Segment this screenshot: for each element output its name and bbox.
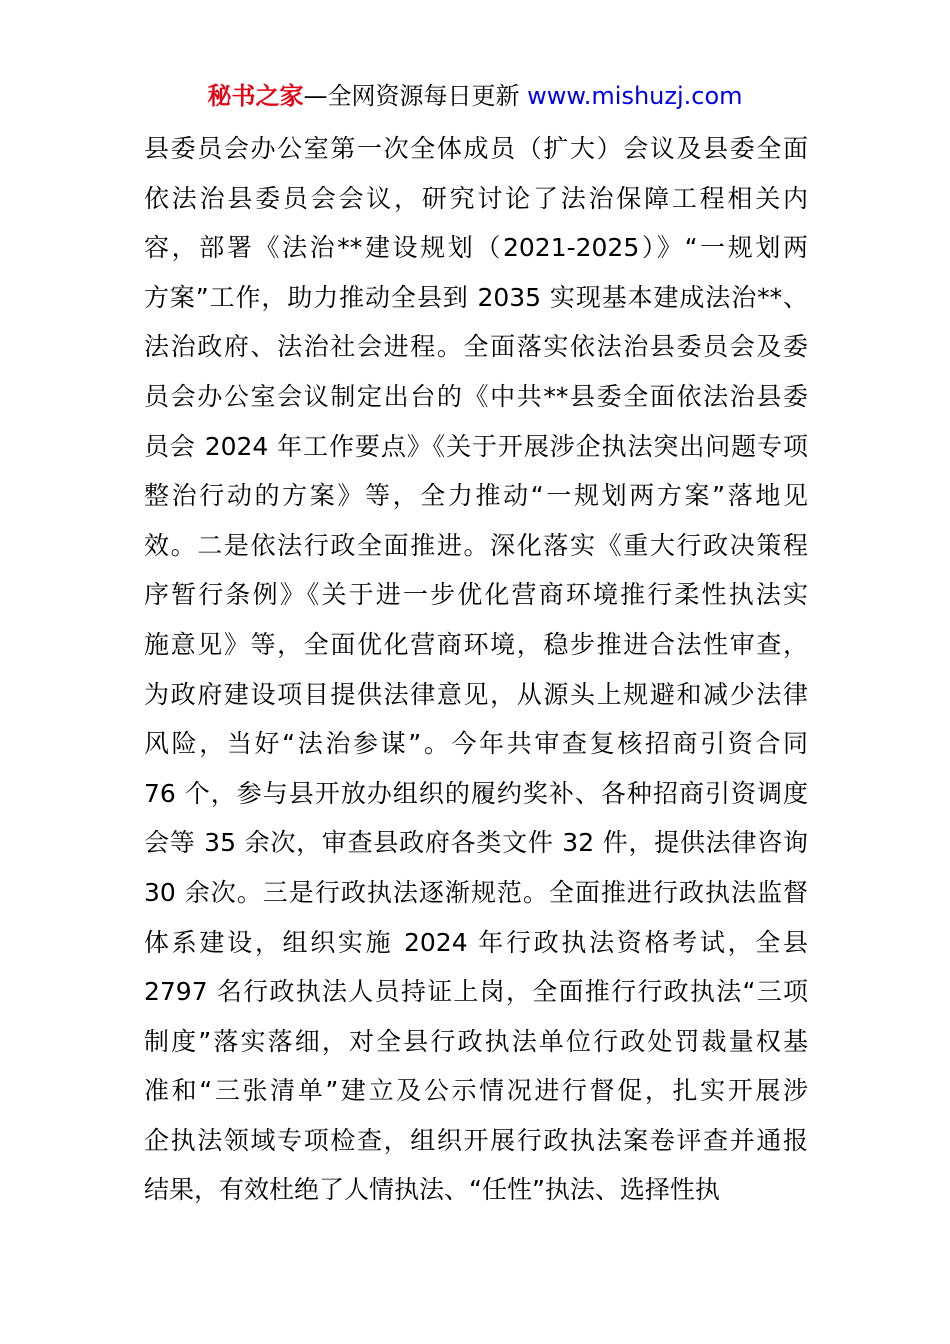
site-header: [0, 80, 950, 112]
text-line: 县委员会办公室第一次全体成员（扩大）会议及县委全面: [144, 134, 808, 163]
text-line: 施意见》等，全面优化营商环境，稳步推进合法性审查，: [144, 629, 808, 659]
text-line: 为政府建设项目提供法律意见，从源头上规避和减少法律: [144, 679, 808, 709]
text-line: 企执法领域专项检查，组织开展行政执法案卷评查并通报: [144, 1125, 808, 1155]
text-line: 制度”落实落细，对全县行政执法单位行政处罚裁量权基: [144, 1026, 808, 1056]
site-url-link[interactable]: www.mishuzj.com: [527, 82, 743, 110]
text-line: 方案”工作，助力推动全县到 2035 实现基本建成法治**、: [144, 282, 808, 312]
text-line: 2797 名行政执法人员持证上岗，全面推行行政执法“三项: [144, 977, 808, 1007]
text-line: 会等 35 余次，审查县政府各类文件 32 件，提供法律咨询: [144, 828, 808, 858]
text-line: 结果，有效杜绝了人情执法、“任性”执法、选择性执: [144, 1175, 720, 1205]
text-line: 法治政府、法治社会进程。全面落实依法治县委员会及委: [144, 332, 808, 362]
text-line: 序暂行条例》《关于进一步优化营商环境推行柔性执法实: [144, 580, 808, 610]
text-line: 容，部署《法治**建设规划（2021-2025）》“一规划两: [144, 233, 808, 263]
text-line: 体系建设，组织实施 2024 年行政执法资格考试，全县: [144, 927, 808, 957]
text-line: 员会 2024 年工作要点》《关于开展涉企执法突出问题专项: [144, 431, 808, 461]
text-line: 整治行动的方案》等，全力推动“一规划两方案”落地见: [144, 481, 808, 511]
text-line: 30 余次。三是行政执法逐渐规范。全面推进行政执法监督: [144, 877, 808, 907]
site-tagline: —全网资源每日更新: [303, 82, 528, 110]
text-line: 效。二是依法行政全面推进。深化落实《重大行政决策程: [144, 530, 808, 560]
text-line: 76 个，参与县开放办组织的履约奖补、各种招商引资调度: [144, 778, 808, 808]
text-line: 员会办公室会议制定出台的《中共**县委全面依法治县委: [144, 381, 808, 411]
site-brand: 秘书之家: [207, 82, 304, 110]
text-line: 依法治县委员会会议，研究讨论了法治保障工程相关内: [144, 183, 808, 213]
document-body: [144, 124, 808, 1215]
text-line: 准和“三张清单”建立及公示情况进行督促，扎实开展涉: [144, 1076, 808, 1106]
text-line: 风险，当好“法治参谋”。今年共审查复核招商引资合同: [144, 729, 808, 759]
